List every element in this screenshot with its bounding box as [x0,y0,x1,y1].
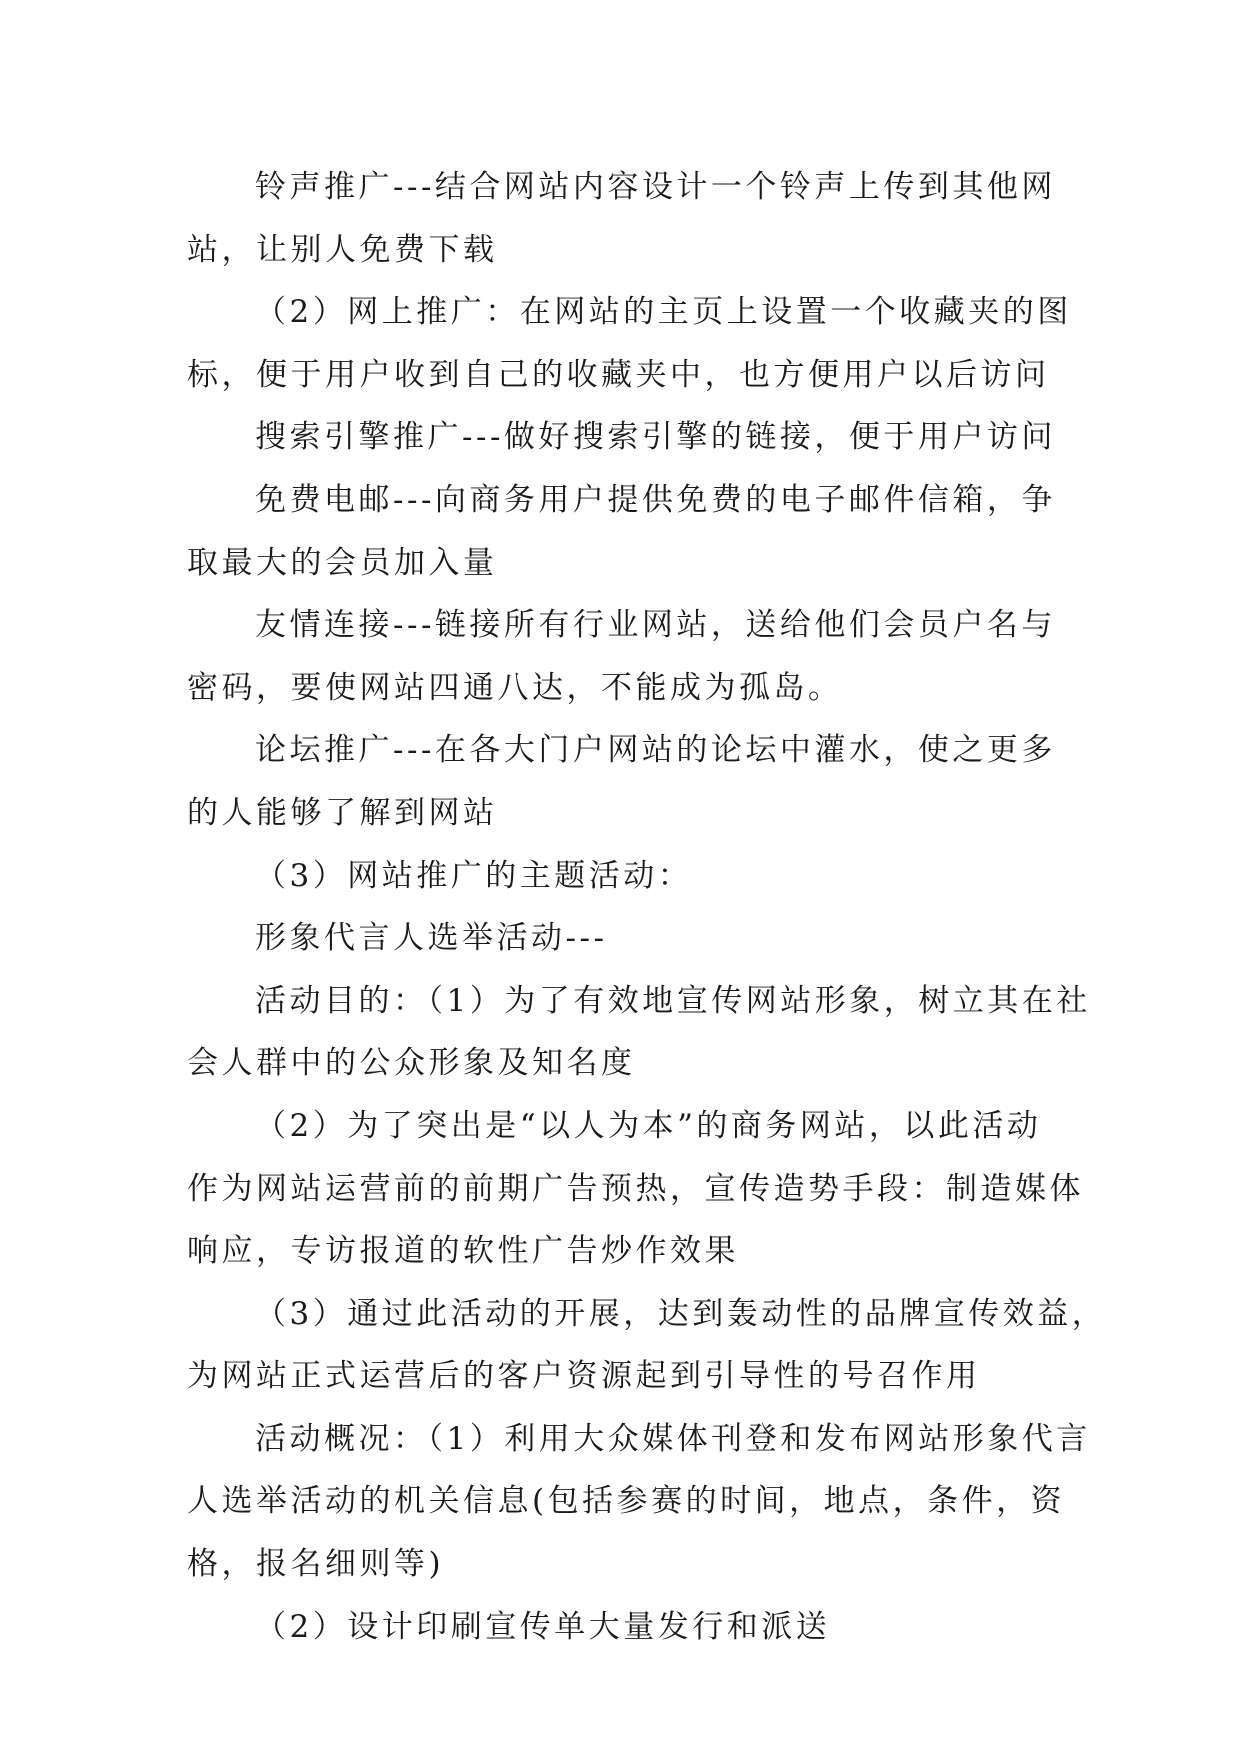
text-line: 为网站正式运营后的客户资源起到引导性的号召作用 [187,1358,981,1395]
text-line: （3）通过此活动的开展，达到轰动性的品牌宣传效益， [255,1295,1107,1332]
text-line: （3）网站推广的主题活动： [255,857,693,894]
text-line: 论坛推广---在各大门户网站的论坛中灌水，使之更多 [255,732,1056,769]
text-line: 友情连接---链接所有行业网站，送给他们会员户名与 [255,607,1056,644]
text-line: 格，报名细则等) [187,1546,445,1583]
text-line: 活动概况：（1）利用大众媒体刊登和发布网站形象代言 [255,1420,1091,1457]
text-line: （2）设计印刷宣传单大量发行和派送 [255,1608,831,1645]
text-line: （2）网上推广：在网站的主页上设置一个收藏夹的图 [255,294,1072,331]
text-line: 密码，要使网站四通八达，不能成为孤岛。 [187,669,843,706]
text-line: 会人群中的公众形象及知名度 [187,1045,636,1082]
text-line: 人选举活动的机关信息(包括参赛的时间，地点，条件，资 [187,1483,1066,1520]
text-line: （2）为了突出是“以人为本”的商务网站，以此活动 [255,1107,1042,1144]
text-line: 响应，专访报道的软性广告炒作效果 [187,1233,739,1270]
text-line: 形象代言人选举活动--- [255,920,608,957]
text-line: 站，让别人免费下载 [187,231,498,268]
text-line: 作为网站运营前的前期广告预热，宣传造势手段：制造媒体 [187,1170,1084,1207]
text-line: 活动目的：（1）为了有效地宣传网站形象，树立其在社 [255,982,1091,1019]
text-line: 免费电邮---向商务用户提供免费的电子邮件信箱，争 [255,481,1056,518]
text-line: 取最大的会员加入量 [187,544,498,581]
text-line: 搜索引擎推广---做好搜索引擎的链接，便于用户访问 [255,419,1056,456]
text-line: 标，便于用户收到自己的收藏夹中，也方便用户以后访问 [187,356,1050,393]
text-line: 铃声推广---结合网站内容设计一个铃声上传到其他网 [255,169,1056,205]
document-body [187,156,1107,1658]
text-line: 的人能够了解到网站 [187,794,498,831]
